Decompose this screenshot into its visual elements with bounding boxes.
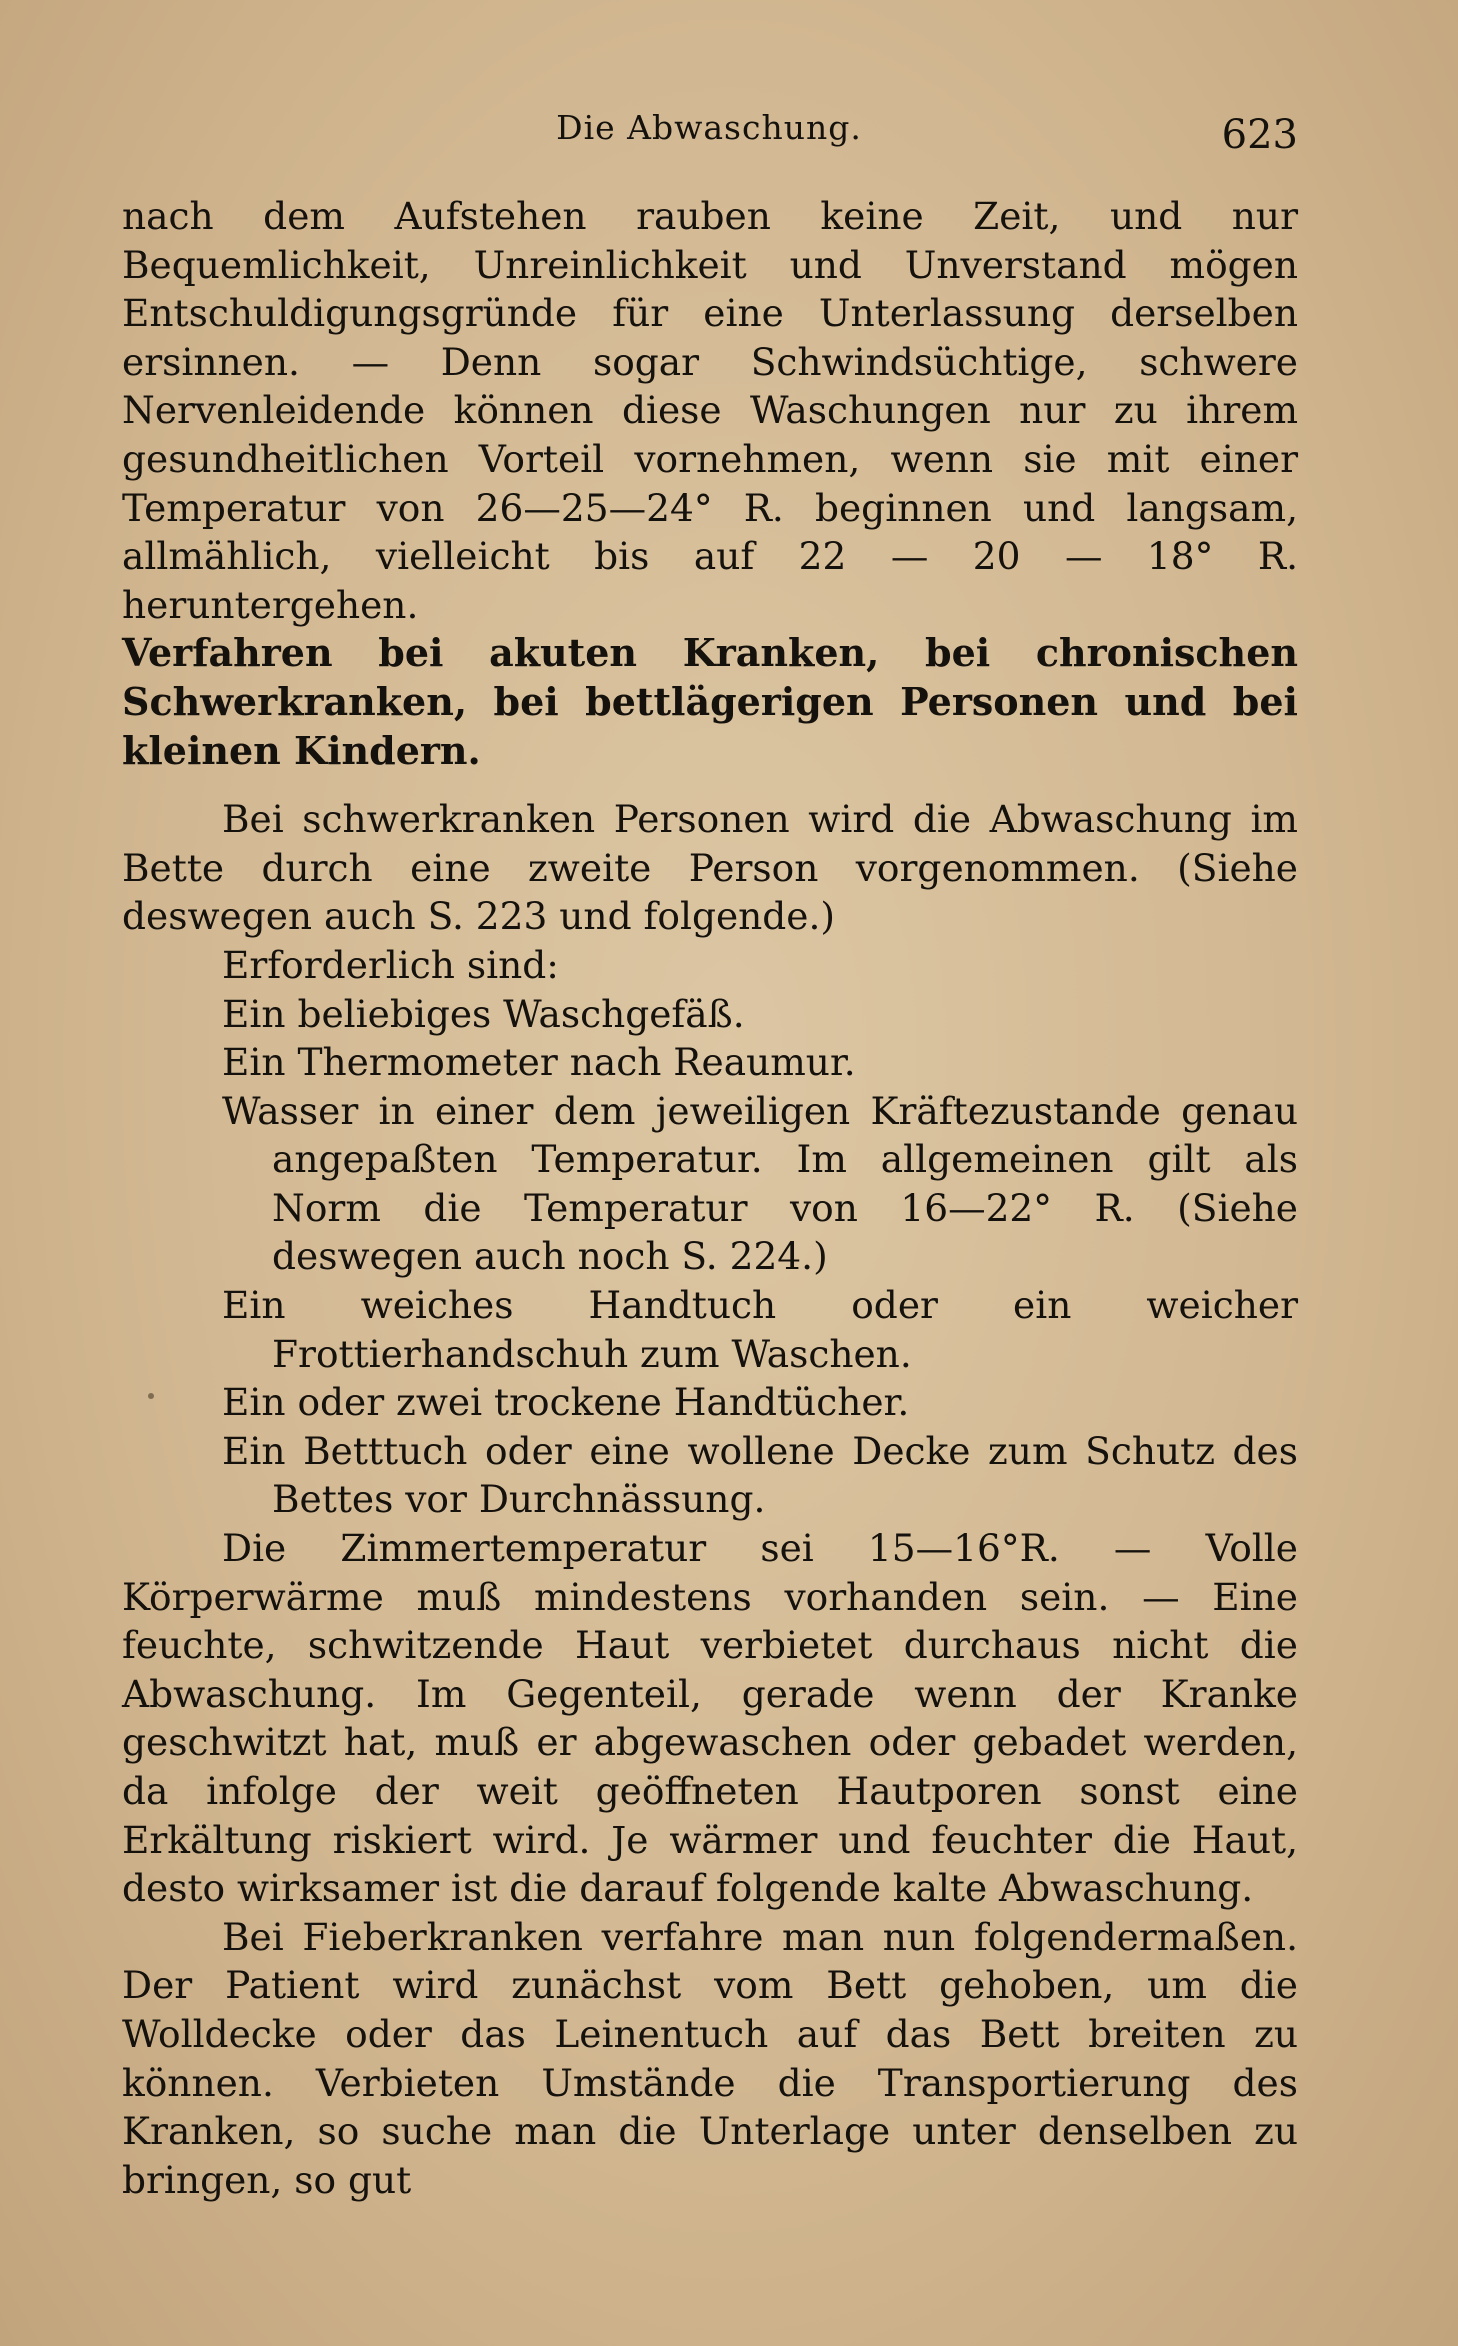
running-head: Die Abwaschung. [556,108,862,147]
page-header [120,108,1298,168]
paragraph-1: Bei schwerkranken Personen wird die Abwaschung im Bette durch eine zweite Person vorgenommen. (Siehe deswegen auch S. 223 und folgende.) [122,797,1298,939]
requirement-item: Ein beliebiges Waschgefäß. [222,991,745,1036]
paragraph-2: Die Zimmertemperatur sei 15—16°R. — Volle Körperwärme muß mindestens vorhanden sein. — Eine feuchte, schwitzende Haut verbietet durchaus nicht die Abwaschung. Im Gegenteil, gerade wenn der Kranke geschwitzt hat, muß er abgewaschen oder gebadet werden, da infolge der weit geöffneten Hautporen sonst eine Erkältung riskiert wird. Je wärmer und feuchter die Haut, desto wirksamer ist die darauf folgende kalte Abwaschung. [122,1526,1298,1911]
page-number: 623 [1221,112,1298,158]
intro-paragraph: nach dem Aufstehen rauben keine Zeit, und nur Bequemlichkeit, Unreinlichkeit und Unverstand mögen Entschuldigungsgründe für eine Unterlassung derselben ersinnen. — Denn sogar Schwindsüchtige, schwere Nervenleidende können diese Waschungen nur zu ihrem gesundheitlichen Vorteil vornehmen, wenn sie mit einer Temperatur von 26—25—24° R. beginnen und langsam, allmählich, vielleicht bis auf 22 — 20 — 18° R. heruntergehen. [122,194,1298,627]
section-heading: Verfahren bei akuten Kranken, bei chronischen Schwerkranken, bei bettlägerigen Personen und bei kleinen Kindern. [122,630,1298,773]
requirement-item: Ein Betttuch oder eine wollene Decke zum Schutz des Bettes vor Durchnässung. [222,1428,1298,1522]
requirement-item: Wasser in einer dem jeweiligen Kräftezustande genau angepaßten Temperatur. Im allgemeinen gilt als Norm die Temperatur von 16—22° R. (Siehe deswegen auch noch S. 224.) [222,1088,1298,1279]
section-body [122,795,1298,2204]
page-body [122,192,1298,2204]
requirement-item: Ein oder zwei trockene Handtücher. [222,1380,910,1425]
paragraph-3: Bei Fieberkranken verfahre man nun folgendermaßen. Der Patient wird zunächst vom Bett gehoben, um die Wolldecke oder das Leinentuch auf das Bett breiten zu können. Verbieten Umstände die Transportierung des Kranken, so suche man die Unterlage unter denselben zu bringen, so gut [122,1914,1298,2202]
requirement-item: Ein Thermometer nach Reaumur. [222,1040,856,1085]
ink-speck [148,1393,154,1399]
requirement-item: Ein weiches Handtuch oder ein weicher Frottierhandschuh zum Waschen. [222,1283,1298,1376]
requirements-list [122,990,1298,1525]
requirements-label: Erforderlich sind: [222,942,559,987]
